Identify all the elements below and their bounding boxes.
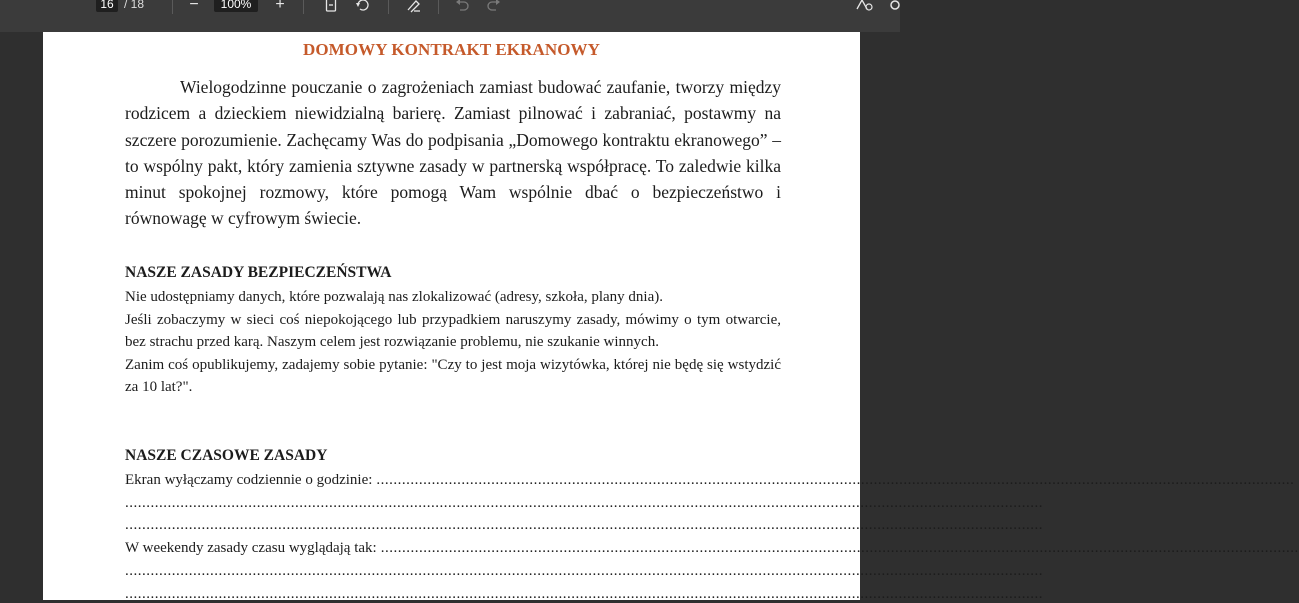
safety-heading: NASZE ZASADY BEZPIECZEŃSTWA xyxy=(125,264,392,281)
zoom-out-button[interactable] xyxy=(185,0,203,14)
fill-in-dots: ........................................................................................................................................................................................................................ xyxy=(125,517,1043,533)
pen-icon xyxy=(406,0,422,12)
toolbar-divider xyxy=(438,0,439,14)
screen-off-time-field[interactable] xyxy=(125,472,1295,489)
redo-icon xyxy=(487,0,501,11)
pdf-toolbar xyxy=(0,0,900,32)
redo-button[interactable] xyxy=(485,0,503,14)
fill-in-dots: ........................................................................................................................................................................................................................ xyxy=(376,472,1295,488)
fill-in-line[interactable] xyxy=(125,563,1043,580)
fill-in-dots: ........................................................................................................................................................................................................................ xyxy=(125,563,1043,579)
page-total: / 18 xyxy=(124,0,145,11)
fill-in-line[interactable] xyxy=(125,517,1043,534)
gear-icon xyxy=(888,0,902,12)
zoom-in-button[interactable] xyxy=(271,0,289,14)
fit-page-icon xyxy=(325,0,337,12)
more-options-button[interactable] xyxy=(886,0,904,14)
safety-rule: Zanim coś opublikujemy, zadajemy sobie pytanie: "Czy to jest moja wizytówka, której nie będę się wstydzić za 10 lat?". xyxy=(125,356,781,396)
toolbar-divider xyxy=(172,0,173,14)
weekend-rules-field[interactable] xyxy=(125,540,1299,557)
fill-in-dots: ........................................................................................................................................................................................................................ xyxy=(380,540,1299,556)
rotate-icon xyxy=(355,0,371,12)
safety-rule: Jeśli zobaczymy w sieci coś niepokojącego lub przypadkiem naruszymy zasady, mówimy o tym otwarcie, bez strachu przed karą. Naszym celem jest rozwiązanie problemu, nie szukanie winnych. xyxy=(125,311,781,351)
plus-icon: + xyxy=(275,0,285,13)
undo-icon xyxy=(455,0,469,11)
add-text-icon xyxy=(855,0,873,12)
zoom-level-input[interactable]: 100% xyxy=(214,0,258,12)
page-number-input[interactable]: 16 xyxy=(96,0,118,12)
fill-in-line[interactable] xyxy=(125,495,1043,512)
fit-page-button[interactable] xyxy=(322,0,340,14)
safety-rule: Nie udostępniamy danych, które pozwalają nas zlokalizować (adresy, szkoła, plany dnia). xyxy=(125,289,664,305)
intro-paragraph: Wielogodzinne pouczanie o zagrożeniach zamiast budować zaufanie, tworzy między rodzicem a dzieckiem niewidzialną barierę. Zamiast pilnować i zabraniać, postawmy na szczere porozumienie. Zachęcamy Was do podpisania „Domowego kontraktu ekranowego” – to wspólny pakt, który zamienia sztywne zasady w partnerską współpracę. To zaledwie kilka minut spokojnej rozmowy, które pomogą Wam wspólnie dbać o bezpieczeństwo i równowagę w cyfrowym świecie. xyxy=(125,77,781,229)
field-label: W weekendy zasady czasu wyglądają tak: xyxy=(125,540,377,556)
fill-in-dots: ........................................................................................................................................................................................................................ xyxy=(125,586,1043,602)
field-label: Ekran wyłączamy codziennie o godzinie: xyxy=(125,472,373,488)
rotate-button[interactable] xyxy=(354,0,372,14)
draw-button[interactable] xyxy=(405,0,423,14)
undo-button[interactable] xyxy=(453,0,471,14)
minus-icon: − xyxy=(189,0,199,13)
add-text-button[interactable] xyxy=(855,0,873,14)
document-page xyxy=(43,32,1299,602)
toolbar-divider xyxy=(303,0,304,14)
time-heading: NASZE CZASOWE ZASADY xyxy=(125,447,328,464)
fill-in-dots: ........................................................................................................................................................................................................................ xyxy=(125,495,1043,511)
toolbar-divider xyxy=(388,0,389,14)
fill-in-line[interactable] xyxy=(125,586,1043,603)
safety-rules xyxy=(125,286,781,399)
document-title: DOMOWY KONTRAKT EKRANOWY xyxy=(302,40,601,59)
